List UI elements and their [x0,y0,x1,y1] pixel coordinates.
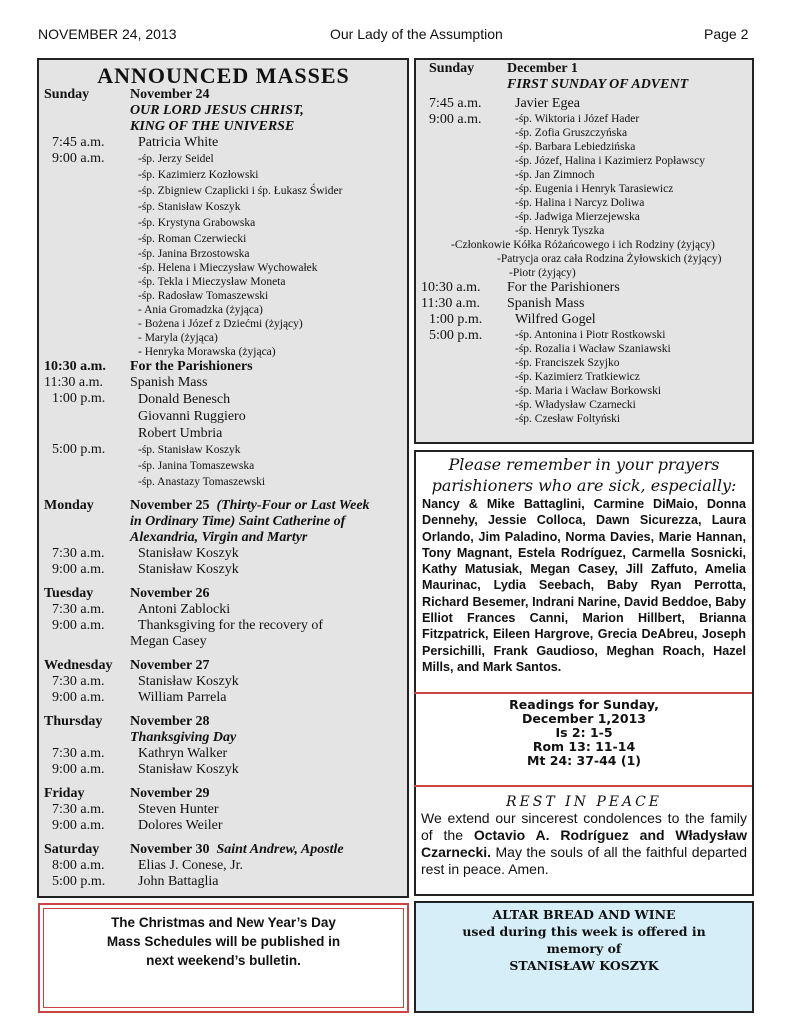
mass-intention: -śp. Eugenia i Henryk Tarasiewicz [515,183,674,195]
monday-section [44,498,403,578]
mass-intention: -śp. Halina i Narcyz Doliwa [515,197,645,209]
mass-intention: Stanisław Koszyk [138,562,239,577]
feast-label: FIRST SUNDAY OF ADVENT [507,77,689,92]
mass-intention: John Battaglia [138,874,219,889]
prayer-subtitle: parishioners who are sick, especially: [431,476,737,495]
reading: Is 2: 1-5 [555,725,613,740]
christmas-notice [38,903,409,1013]
wednesday-section [44,658,403,706]
mass-intention: -śp. Józef, Halina i Kazimierz Popławscy [515,155,706,167]
feast-label: KING OF THE UNIVERSE [130,119,295,134]
rip-names: Octavio A. Rodríguez and Władysław Czarnecki. [421,827,747,860]
mass-intention: -śp. Rozalia i Wacław Szaniawski [515,343,671,355]
mass-intention: Stanisław Koszyk [138,546,239,561]
mass-time: 9:00 a.m. [52,562,105,577]
mass-intention: -śp. Wiktoria i Józef Hader [515,113,640,125]
mass-intention: -śp. Janina Brzostowska [138,248,250,260]
mass-intention: Antoni Zablocki [138,602,231,617]
christmas-line: The Christmas and New Year’s Day [111,915,336,930]
mass-intention: Kathryn Walker [138,746,228,761]
mass-intention: Stanisław Koszyk [138,762,239,777]
mass-intention: -śp. Helena i Mieczysław Wychowałek [138,262,318,274]
day-label: Sunday [44,87,90,102]
feast-label: OUR LORD JESUS CHRIST, [130,103,304,118]
day-label: Saturday [44,842,100,857]
mass-time: 10:30 a.m. [421,280,481,295]
mass-intention: -śp. Tekla i Mieczysław Moneta [138,276,286,288]
divider [414,692,752,694]
date-label: November 30 [130,842,210,857]
mass-time: 5:00 p.m. [52,874,106,889]
mass-intention: -śp. Jadwiga Mierzejewska [515,211,640,223]
mass-intention: Dolores Weiler [138,818,223,833]
mass-intention: Elias J. Conese, Jr. [138,858,243,873]
mass-intention: -śp. Czesław Foltyński [515,413,621,425]
december-1-masses-box [414,58,754,444]
feast-label: in Ordinary Time) Saint Catherine of [130,514,346,529]
mass-intention: - Bożena i Józef z Dziećmi (żyjący) [138,318,303,330]
rip-text [416,810,752,878]
mass-intention: For the Parishioners [130,359,253,374]
christmas-line: Mass Schedules will be published in [106,934,341,949]
mass-intention: Thanksgiving for the recovery of [138,618,324,633]
mass-intention: -śp. Krystyna Grabowska [138,217,256,229]
mass-time: 8:00 a.m. [52,858,105,873]
mass-intention: -śp. Henryk Tyszka [515,225,605,237]
sick-list: Nancy & Mike Battaglini, Carmine DiMaio, Donna Dennehy, Jessie Colloca, Dawn Sicurezza, Laura Orlando, Jim Paladino, Norma Davies, Marie Hannan, Tony Magnant, Estela Rodríguez, Carmella Sosnicki, Kathy Matusiak, Megan Casey, Jill Zaffuto, Amelia Maurinac, Lydia Seebach, Baby Ryan Perrotta, Richard Besemer, Indrani Narine, David Beddoe, Baby Elliot Frances Canni, Marion Hillbert, Brianna Fitzpatrick, Eileen Hargrove, Grecia DeAbreu, Joseph Persichilli, Frank Gaudioso, Meghan Roach, Hazel Mills, and Mark Santos. [422,497,746,674]
mass-intention: -śp. Zofia Gruszczyńska [515,127,628,139]
mass-time: 11:30 a.m. [421,296,480,311]
feast-label: (Thirty-Four or Last Week [216,498,370,513]
mass-time: 7:30 a.m. [52,746,105,761]
mass-time: 9:00 a.m. [52,618,105,633]
day-label: Monday [44,498,94,513]
day-label: Thursday [44,714,103,729]
mass-time: 5:00 p.m. [52,442,106,457]
mass-time: 7:45 a.m. [429,96,482,111]
mass-intention: Javier Egea [515,96,580,111]
mass-intention: -śp. Maria i Wacław Borkowski [515,385,662,397]
date-label: November 24 [130,87,210,102]
mass-intention: Spanish Mass [507,296,585,311]
mass-time: 7:30 a.m. [52,674,105,689]
mass-intention: Donald Benesch [138,392,231,407]
mass-time: 5:00 p.m. [429,328,483,343]
rip-text-part: We extend our sincerest condolences to the family of the [421,810,747,843]
friday-section [44,786,403,834]
mass-intention: - Ania Gromadzka (żyjąca) [138,304,263,316]
date-label: November 25 [130,498,210,513]
mass-time: 9:00 a.m. [52,690,105,705]
readings-title: Readings for Sunday, [509,697,659,712]
mass-intention: Spanish Mass [130,375,208,390]
day-label: Wednesday [44,658,113,673]
mass-time: 7:30 a.m. [52,602,105,617]
feast-label: Thanksgiving Day [130,730,237,745]
rip-text-part: May the souls of all the faithful departed rest in peace. Amen. [421,844,747,877]
mass-intention: -śp. Franciszek Szyjko [515,357,620,369]
feast-label: Alexandria, Virgin and Martyr [130,530,308,545]
mass-intention: Robert Umbria [138,426,223,441]
altar-line: memory of [546,941,622,956]
mass-intention: -Patrycja oraz cała Rodzina Żyłowskich (żyjący) [497,253,722,265]
reading: Mt 24: 37-44 (1) [527,753,641,768]
christmas-line: next weekend’s bulletin. [146,953,301,968]
mass-intention: -śp. Zbigniew Czaplicki i śp. Łukasz Świder [138,185,343,197]
divider [414,785,752,787]
readings-section [416,698,752,768]
rest-in-peace-section [416,794,752,878]
prayer-title: Please remember in your prayers [448,455,720,474]
sunday-section [44,87,403,490]
thursday-section [44,714,403,778]
mass-intention: -śp. Roman Czerwiecki [138,233,247,245]
rip-title: REST IN PEACE [505,794,663,810]
altar-line: used during this week is offered in [462,924,706,939]
saturday-section [44,842,403,890]
mass-intention: -śp. Anastazy Tomaszewski [138,476,266,488]
mass-intention: -śp. Antonina i Piotr Rostkowski [515,329,666,341]
mass-intention: Steven Hunter [138,802,219,817]
mass-time: 9:00 a.m. [52,818,105,833]
mass-intention: Stanisław Koszyk [138,674,239,689]
mass-time: 7:45 a.m. [52,135,105,150]
altar-name: STANISŁAW KOSZYK [509,958,659,973]
date-label: November 28 [130,714,210,729]
mass-time: 9:00 a.m. [429,112,482,127]
mass-intention: -śp. Stanisław Koszyk [138,201,241,213]
day-label: Sunday [429,61,475,76]
page-number: Page 2 [704,26,749,42]
mass-time: 11:30 a.m. [44,375,103,390]
readings-date: December 1,2013 [522,711,646,726]
mass-time: 9:00 a.m. [52,762,105,777]
mass-time: 7:30 a.m. [52,546,105,561]
altar-bread-box [414,901,754,1013]
mass-intention: -śp. Władysław Czarnecki [515,399,636,411]
bulletin-date: NOVEMBER 24, 2013 [38,26,177,42]
mass-time: 7:30 a.m. [52,802,105,817]
mass-intention: -Członkowie Kółka Różańcowego i ich Rodziny (żyjący) [451,239,715,251]
mass-time: 9:00 a.m. [52,151,105,166]
mass-intention: William Parrela [138,690,227,705]
mass-intention: - Henryka Morawska (żyjąca) [138,346,276,358]
mass-intention: -śp. Jan Zimnoch [515,169,595,181]
date-label: November 27 [130,658,210,673]
mass-intention: -śp. Barbara Lebiedzińska [515,141,636,153]
announced-masses-box [37,58,409,898]
mass-intention: - Maryla (żyjąca) [138,332,218,344]
mass-intention: -śp. Kazimierz Tratkiewicz [515,371,640,383]
mass-intention: -śp. Stanisław Koszyk [138,444,241,456]
mass-time: 1:00 p.m. [52,391,106,406]
reading: Rom 13: 11-14 [532,739,636,754]
mass-intention: -Piotr (żyjący) [509,267,576,279]
mass-intention: -śp. Kazimierz Kozłowski [138,169,259,181]
parish-name: Our Lady of the Assumption [330,26,503,42]
mass-intention: -śp. Radosław Tomaszewski [138,290,269,302]
mass-intention: Megan Casey [130,634,207,649]
mass-time: 10:30 a.m. [44,359,106,374]
mass-intention: For the Parishioners [507,280,620,295]
tuesday-section [44,586,403,650]
mass-intention: Giovanni Ruggiero [138,409,246,424]
day-label: Friday [44,786,85,801]
mass-intention: -śp. Jerzy Seidel [138,153,214,165]
announced-masses-title: ANNOUNCED MASSES [97,63,350,88]
altar-title: ALTAR BREAD AND WINE [492,907,676,922]
mass-intention: -śp. Janina Tomaszewska [138,460,255,472]
feast-label: Saint Andrew, Apostle [216,842,344,857]
date-label: November 29 [130,786,210,801]
day-label: Tuesday [44,586,94,601]
mass-intention: Patricia White [138,135,219,150]
mass-time: 1:00 p.m. [429,312,483,327]
date-label: December 1 [507,61,578,76]
date-label: November 26 [130,586,210,601]
mass-intention: Wilfred Gogel [515,312,596,327]
